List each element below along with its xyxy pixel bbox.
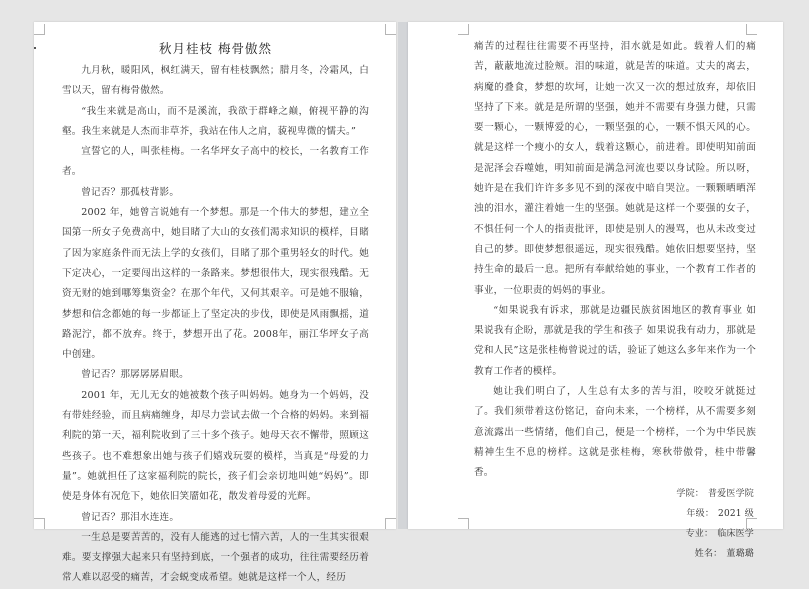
- page-right: [408, 22, 783, 560]
- corner-mark-top-right: [746, 24, 757, 35]
- signature-line-major: [474, 524, 756, 544]
- corner-mark-top-left: [34, 24, 45, 35]
- corner-mark-top-left: [458, 24, 469, 35]
- signature-value: 临床医学: [717, 529, 754, 540]
- paragraph: “如果说我有诉求，那就是边疆民族贫困地区的教育事业 如果说我有企盼，那就是我的学生和孩子 如果说我有动力，那就是党和人民”这是张桂梅曾说过的话，验证了她这么多年来作为一个教育工作者的模样。: [474, 304, 756, 377]
- paragraph: 一生总是要苦苦的，没有人能逃的过七情六苦，人的一生其实很艰难。要支撑强大起来只有坚持到底，一个强者的成功，往往需要经历着常人难以忍受的痛苦，才会蜕变成希望。她就是这样一个人，经历: [62, 531, 369, 584]
- page-left: [34, 22, 396, 584]
- signature-label: 专业：: [685, 529, 714, 540]
- paragraph: 宣誓它的人，叫张桂梅。一名华坪女子高中的校长，一名教育工作者。: [62, 146, 369, 178]
- signature-label: 学院：: [676, 488, 704, 499]
- paragraph: 曾记否？那孱孱孱眉眼。: [81, 369, 189, 381]
- paragraph: 曾记否？那孤枝背影。: [81, 186, 180, 198]
- paragraph: 2002 年，她曾言说她有一个梦想。那是一个伟大的梦想，建立全国第一所女子免费高中，她目睹了大山的女孩们渴求知识的模样，目睹了因为家庭条件而无法上学的女孩们，目睹了那个重男轻女的时代。她下定决心，一定要闯出这样的一条路来。梦想很伟大，现实很残酷。无资无财的她到哪筹集资金？在那个年代，又何其艰辛。可是她不服输，梦想和信念都她的每一步都证上了坚定决的步伐，即使是风雨飘摇，道路泥泞，都不放弃。终于，梦想开出了花。2008年，丽江华坪女子高中创建。: [62, 207, 369, 361]
- paragraph: “我生来就是高山，而不是溪流，我欲于群峰之巅，俯视平静的沟壑。我生来就是人杰而非草芥，我站在伟人之肩，藐视卑微的懦夫。”: [62, 105, 369, 137]
- signature-label: 年级：: [686, 508, 715, 519]
- corner-mark-bottom-left: [458, 518, 469, 529]
- right-text-column: [474, 37, 756, 565]
- corner-mark-bottom-left: [34, 518, 45, 529]
- signature-value: 普爱医学院: [707, 488, 754, 499]
- signature-value: 2021 级: [718, 508, 754, 519]
- signature-line-college: [474, 484, 756, 504]
- corner-mark-top-right: [385, 24, 396, 35]
- left-text-column: [62, 37, 369, 589]
- paragraph: 曾记否？那泪水连连。: [81, 511, 180, 523]
- signature-value: 董璐璐: [726, 549, 754, 560]
- signature-line-grade: [474, 504, 756, 524]
- paragraph: 九月秋，暖阳风，枫红满天，留有桂枝飘然；腊月冬，冷霜风，白雪以天，留有梅骨傲然。: [62, 65, 369, 97]
- signature-line-name: [474, 544, 756, 564]
- corner-mark-bottom-right: [385, 518, 396, 529]
- paragraph: 痛苦的过程往往需要不再坚持，泪水就是如此。载着人们的痛苦，蔽蔽地流过脸颊。泪的味道，就是苦的味道。丈夫的离去，病魔的叠食，梦想的坎坷，让她一次又一次的想过放弃，却依旧坚持了下来。就是是所谓的坚强，她并不需要有身强力健，只需要一颗心，一颗博爱的心，一颗坚强的心，一颗不惧天风的心。就是这样一个瘦小的女人，载着这颗心，前进着。即使明知前面是泥泽会吞噬她，明知前面是满急河流也要以身试险。所以呀，她许是在我们许许多多见不到的深夜中暗自哭泣。一颗颗晒晒浑浊的泪水，灌注着她一生的坚强。她就是这样一个要强的女子，不惧任何一个人的指责批评，即使是别人的漫骂，也从未改变过自己的梦。即使梦想很遥远，现实很残酷。她依旧想要坚持，坚持生命的最后一息。把所有奉献给她的事业，一个教育工作者的事业，一位职责的妈妈的事业。: [474, 41, 756, 296]
- paragraph: 2001 年，无儿无女的她被数个孩子叫妈妈。她身为一个妈妈，没有带娃经验，而且病痛缠身，却尽力尝试去做一个合格的妈妈。来到福利院的第一天，福利院收到了三十多个孩子。她母天衣不懈带，照顾这些孩子。也不难想象出她与孩子们嬉戏玩耍的模样，当真是“母爱的力量”。她就担任了这家福利院的院长，孩子们会亲切地叫她“妈妈”。即使是身体有况危下，她依旧笑靥如花，散发着母爱的光辉。: [62, 389, 369, 503]
- signature-label: 姓名：: [694, 549, 723, 560]
- anchor-mark: [34, 47, 36, 49]
- page-gap: [398, 22, 408, 529]
- document-title: 秋月桂枝 梅骨傲然: [159, 41, 272, 56]
- paragraph: 她让我们明白了，人生总有太多的苦与泪，咬咬牙就挺过了。我们须带着这份铭记，奋向未来，一个榜样，从不需要多刻意流露出一些情绪，他们自己，便是一个榜样，一个为中华民族精神生生不息的榜样。这就是张桂梅，寒秋带傲骨，桂中带馨香。: [474, 386, 756, 479]
- signature-block: [474, 484, 756, 565]
